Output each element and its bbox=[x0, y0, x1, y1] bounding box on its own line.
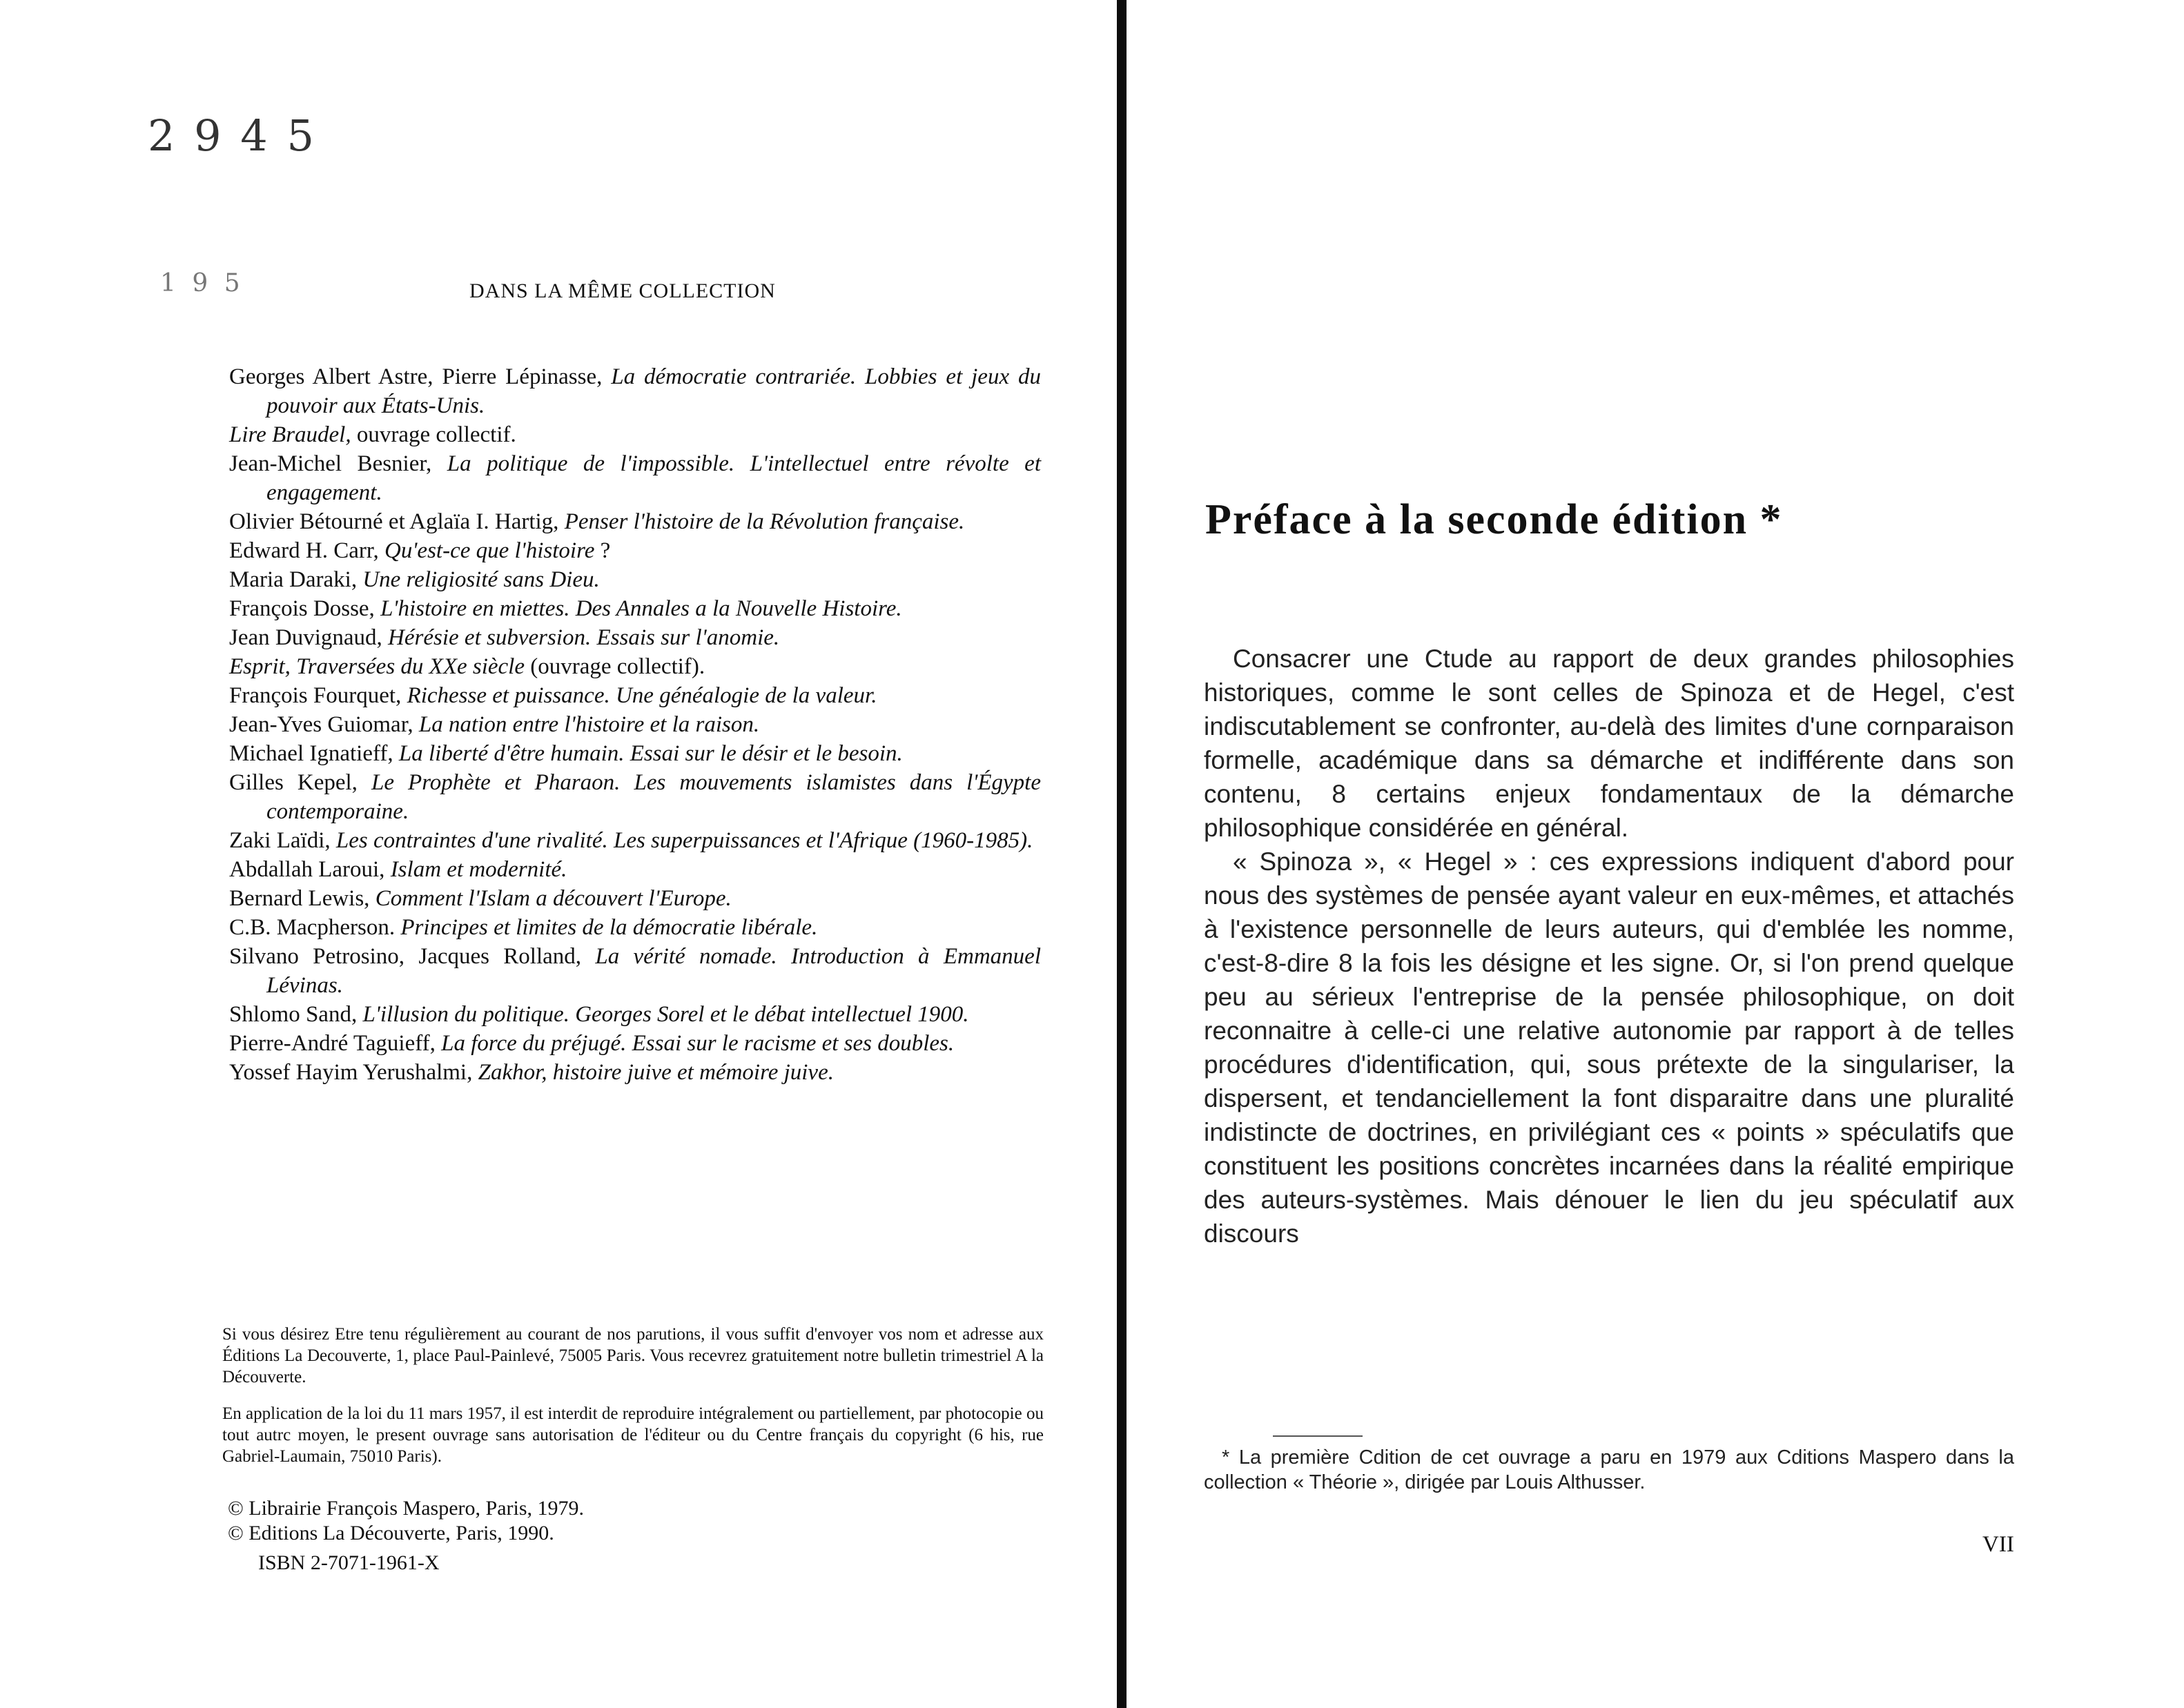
collection-entry bbox=[229, 420, 1041, 449]
entry-author: Bernard Lewis, bbox=[229, 886, 370, 911]
collection-entry bbox=[229, 594, 1041, 623]
collection-entry bbox=[229, 507, 1041, 536]
entry-author: François Dosse, bbox=[229, 596, 375, 621]
entry-author: Jean-Michel Besnier, bbox=[229, 451, 432, 476]
collection-entry bbox=[229, 913, 1041, 942]
collection-entry bbox=[229, 710, 1041, 739]
entry-author: Edward H. Carr, bbox=[229, 538, 379, 563]
entry-title: Esprit, Traversées du XXe siècle bbox=[229, 654, 525, 679]
entry-title: La vérité nomade. Introduction à Emmanuel Lévinas. bbox=[266, 944, 1041, 998]
entry-title: La démocratie contrariée. Lobbies et jeux du pouvoir aux États-Unis. bbox=[266, 364, 1042, 418]
entry-title: Une religiosité sans Dieu. bbox=[362, 567, 600, 592]
preface-title: Préface à la seconde édition * bbox=[1205, 496, 1783, 543]
entry-author: Abdallah Laroui, bbox=[229, 857, 385, 882]
entry-author: C.B. Macpherson. bbox=[229, 915, 396, 940]
entry-title: Hérésie et subversion. Essais sur l'anomie. bbox=[388, 625, 780, 650]
entry-title: La politique de l'impossible. L'intellectuel entre révolte et engagement. bbox=[266, 451, 1041, 505]
entry-title: La nation entre l'histoire et la raison. bbox=[418, 712, 760, 737]
collection-entry bbox=[229, 739, 1041, 768]
collection-entry bbox=[229, 681, 1041, 710]
preface-body bbox=[1204, 642, 2014, 1250]
entry-title: Les contraintes d'une rivalité. Les superpuissances et l'Afrique (1960-1985). bbox=[335, 828, 1033, 853]
collection-entry bbox=[229, 1029, 1041, 1058]
entry-author: Michael Ignatieff, bbox=[229, 741, 393, 766]
entry-author: Shlomo Sand, bbox=[229, 1002, 358, 1027]
entry-title: Zakhor, histoire juive et mémoire juive. bbox=[478, 1060, 834, 1085]
entry-title: La force du préjugé. Essai sur le racisme et ses doubles. bbox=[441, 1031, 955, 1056]
page-number: VII bbox=[1982, 1532, 2014, 1557]
entry-author: Olivier Bétourné et Aglaïa I. Hartig, bbox=[229, 509, 559, 534]
entry-author: Silvano Petrosino, Jacques Rolland, bbox=[229, 944, 582, 969]
entry-title: Qu'est-ce que l'histoire bbox=[384, 538, 595, 563]
collection-entry bbox=[229, 652, 1041, 681]
entry-author: Maria Daraki, bbox=[229, 567, 358, 592]
footnote: * La première Cdition de cet ouvrage a paru en 1979 aux Cditions Maspero dans la collection « Théorie », dirigée par Louis Althusser. bbox=[1204, 1446, 2014, 1493]
entry-author: François Fourquet, bbox=[229, 683, 402, 708]
collection-heading: DANS LA MÊME COLLECTION bbox=[469, 279, 776, 302]
collection-entry bbox=[229, 768, 1041, 826]
entry-author: Gilles Kepel, bbox=[229, 770, 358, 795]
collection-entry bbox=[229, 884, 1041, 913]
entry-title: L'histoire en miettes. Des Annales a la Nouvelle Histoire. bbox=[380, 596, 902, 621]
notice-law: En application de la loi du 11 mars 1957, il est interdit de reproduire intégralement ou partiellement, par photocopie ou tout autrc moyen, le present ouvrage sans autorisation de l'éditeur ou du Centre français du copyright (6 his, rue Gabriel-Laumain, 75010 Paris). bbox=[222, 1404, 1044, 1466]
publisher-notice bbox=[222, 1324, 1044, 1482]
entry-title: Comment l'Islam a découvert l'Europe. bbox=[375, 886, 732, 911]
collection-entry bbox=[229, 1058, 1041, 1087]
entry-note: ouvrage collectif. bbox=[356, 422, 516, 447]
entry-title: Lire Braudel, bbox=[229, 422, 351, 447]
entry-title: Islam et modernité. bbox=[390, 857, 567, 882]
paragraph-2: « Spinoza », « Hegel » : ces expressions indiquent d'abord pour nous des systèmes de pensée ayant valeur en eux-mêmes, et attachés à l'existence personnelle de leurs auteurs, qui d'emblée les nomme, c'est-8-dire 8 la fois les désigne et les signe. Or, si l'on prend quelque peu au sérieux l'entreprise de la pensée philosophique, on doit reconnaitre à celle-ci une relative autonomie par rapport à de telles procédures d'identification, qui, sous prétexte de la singulariser, la dispersent, et tendanciellement la font disparaitre dans une pluralité indistincte de doctrines, en privilégiant ces « points » spéculatifs que constituent les positions concrètes incarnées dans la réalité empirique des auteurs-systèmes. Mais dénouer le lien du jeu spéculatif aux discours bbox=[1204, 847, 2014, 1248]
entry-note: ? bbox=[600, 538, 611, 563]
collection-entry bbox=[229, 826, 1041, 855]
entry-author: Yossef Hayim Yerushalmi, bbox=[229, 1060, 473, 1085]
entry-title: Le Prophète et Pharaon. Les mouvements islamistes dans l'Égypte contemporaine. bbox=[266, 770, 1041, 824]
entry-author: Jean Duvignaud, bbox=[229, 625, 382, 650]
entry-title: L'illusion du politique. Georges Sorel et le débat intellectuel 1900. bbox=[362, 1002, 969, 1027]
entry-title: Principes et limites de la démocratie libérale. bbox=[400, 915, 818, 940]
collection-entry bbox=[229, 855, 1041, 884]
footnote-rule bbox=[1273, 1435, 1363, 1437]
handwritten-margin-note: 1 9 5 bbox=[160, 269, 244, 297]
entry-title: Penser l'histoire de la Révolution française. bbox=[564, 509, 965, 534]
entry-author: Zaki Laïdi, bbox=[229, 828, 331, 853]
collection-entry bbox=[229, 942, 1041, 1000]
entry-note: (ouvrage collectif). bbox=[530, 654, 705, 679]
notice-subscribe: Si vous désirez Etre tenu régulièrement au courant de nos parutions, il vous suffit d'envoyer vos nom et adresse aux Éditions La Decouverte, 1, place Paul-Painlevé, 75005 Paris. Vous recevrez gratuitement notre bulletin trimestriel A la Découverte. bbox=[222, 1325, 1044, 1386]
copyright-block bbox=[228, 1496, 584, 1546]
collection-entry bbox=[229, 536, 1041, 565]
copyright-decouverte: © Editions La Découverte, Paris, 1990. bbox=[228, 1522, 554, 1544]
handwritten-number: 2 9 4 5 bbox=[148, 110, 317, 161]
collection-entry bbox=[229, 362, 1041, 420]
entry-title: La liberté d'être humain. Essai sur le désir et le besoin. bbox=[398, 741, 903, 766]
entry-author: Jean-Yves Guiomar, bbox=[229, 712, 413, 737]
entry-author: Georges Albert Astre, Pierre Lépinasse, bbox=[229, 364, 603, 389]
isbn: ISBN 2-7071-1961-X bbox=[258, 1551, 440, 1574]
paragraph-1: Consacrer une Ctude au rapport de deux grandes philosophies historiques, comme le sont celles de Spinoza et de Hegel, c'est indiscutablement se confronter, au-delà des limites d'une cornparaison formelle, académique dans sa démarche et indifférente dans son contenu, 8 certains enjeux fondamentaux de la démarche philosophique considérée en général. bbox=[1204, 645, 2014, 842]
copyright-maspero: © Librairie François Maspero, Paris, 1979. bbox=[228, 1497, 585, 1520]
collection-entry bbox=[229, 565, 1041, 594]
entry-author: Pierre-André Taguieff, bbox=[229, 1031, 436, 1056]
collection-entry bbox=[229, 449, 1041, 507]
collection-list bbox=[229, 362, 1041, 1087]
page-gutter bbox=[1117, 0, 1127, 1708]
collection-entry bbox=[229, 623, 1041, 652]
collection-entry bbox=[229, 1000, 1041, 1029]
entry-title: Richesse et puissance. Une généalogie de la valeur. bbox=[407, 683, 877, 708]
